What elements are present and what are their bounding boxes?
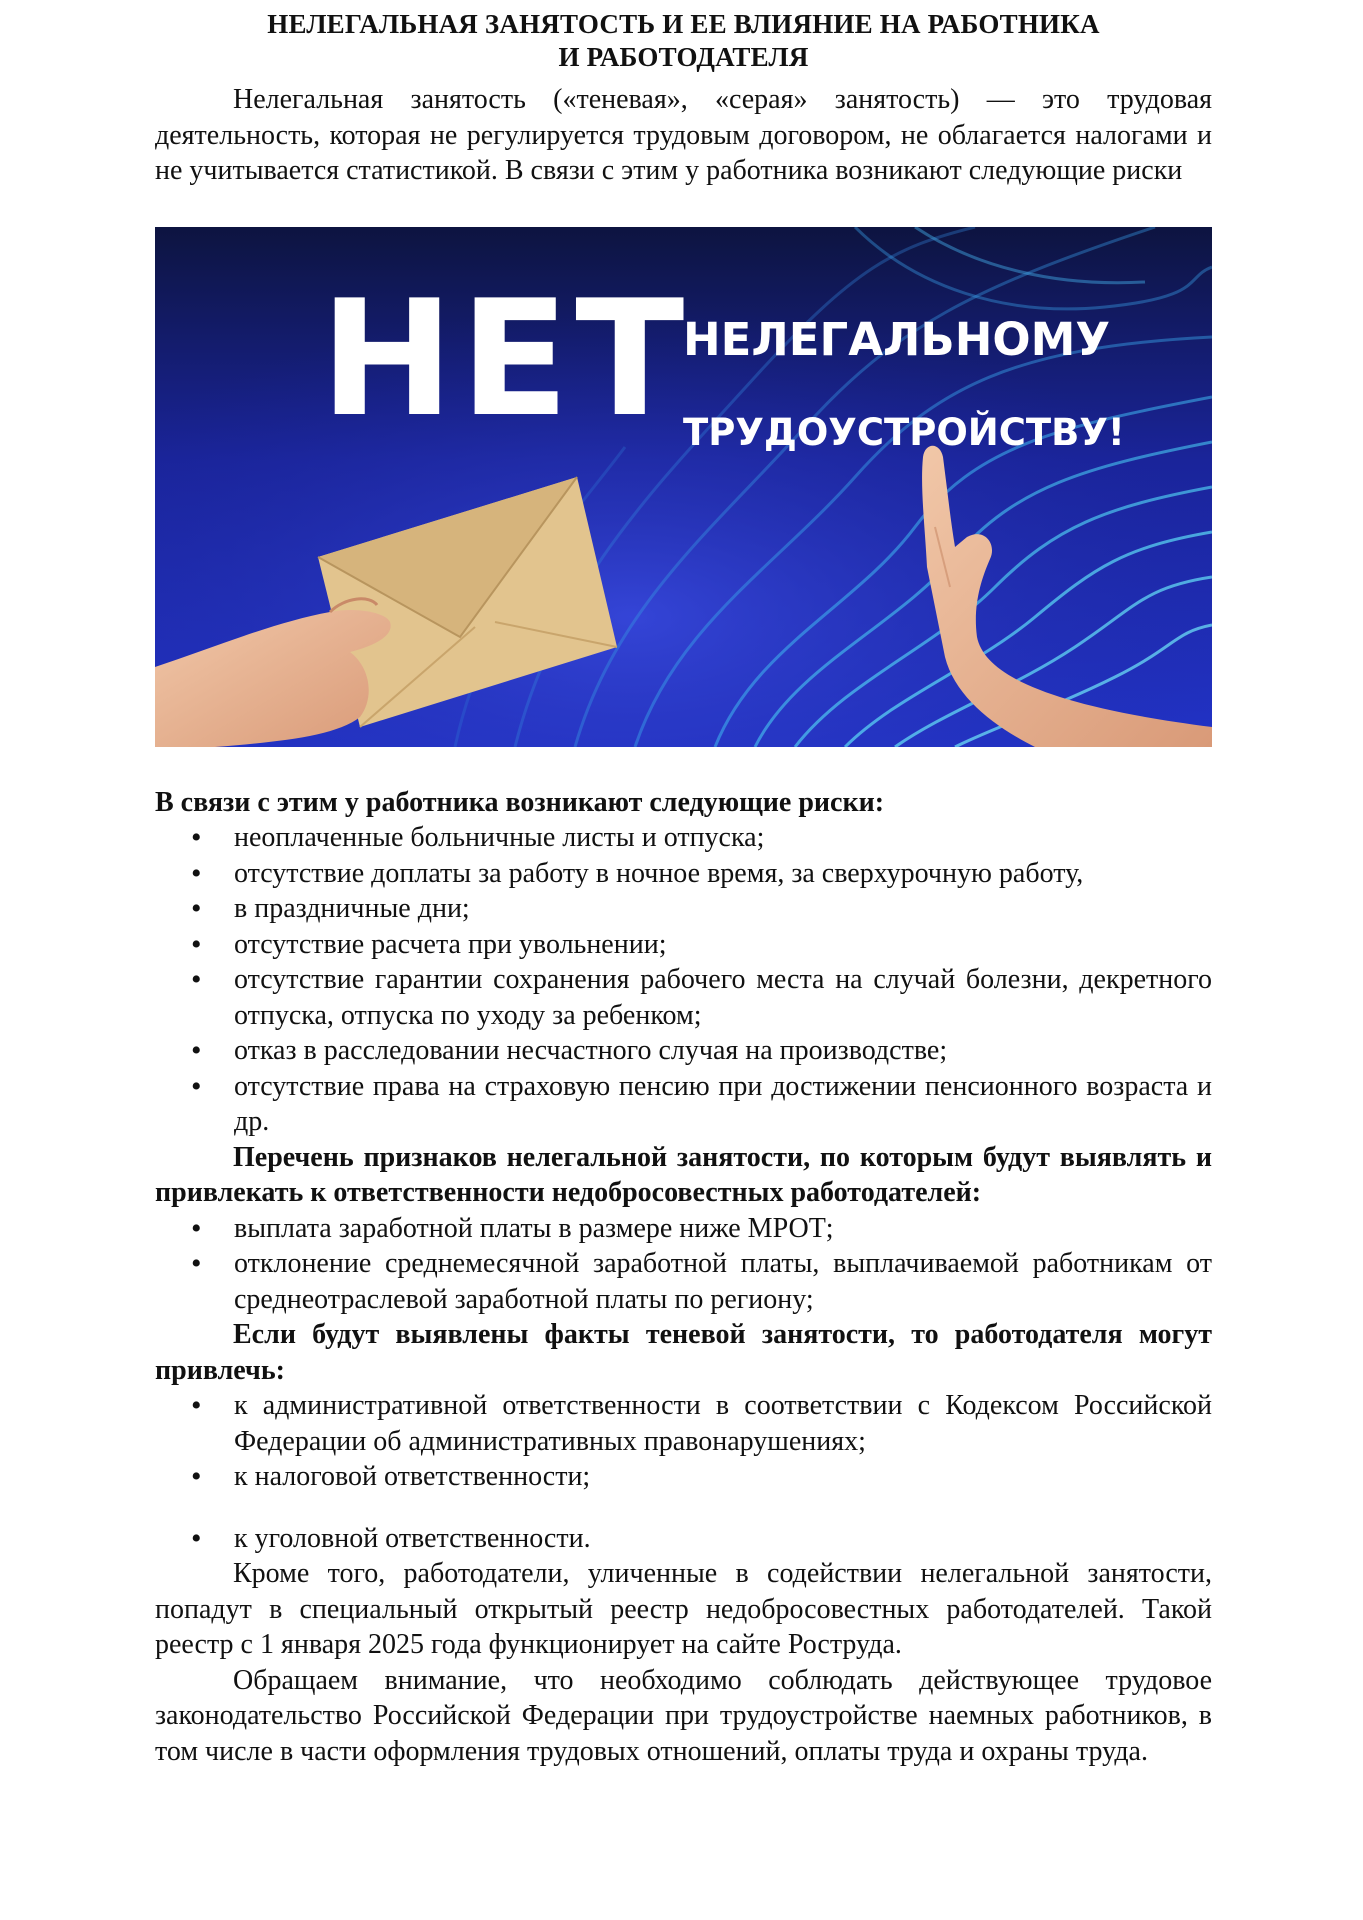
risks-heading: В связи с этим у работника возникают следующие риски: [155,786,885,818]
closing-paragraph: Обращаем внимание, что необходимо соблюдать действующее трудовое законодательство Российской Федерации при трудоустройстве наемных работников, в том числе в части оформления трудовых отношений, оплаты труда и охраны труда. [155,1664,1212,1767]
list-item: • отказ в расследовании несчастного случая на производстве; [155,1033,1212,1069]
list-item: • неоплаченные больничные листы и отпуска; [155,820,1212,856]
list-item: • отклонение среднемесячной заработной платы, выплачиваемой работникам от среднеотраслевой заработной платы по региону; [155,1246,1212,1317]
signs-heading: Перечень признаков нелегальной занятости, по которым будут выявлять и привлекать к ответственности недобросовестных работодателей: [155,1141,1212,1208]
signs-list [155,1211,1212,1318]
list-item: • выплата заработной платы в размере ниже МРОТ; [155,1211,1212,1247]
list-item: • отсутствие гарантии сохранения рабочего места на случай болезни, декретного отпуска, отпуска по уходу за ребенком; [155,962,1212,1033]
list-item: • к уголовной ответственности. [155,1521,1212,1557]
banner-image [155,227,1212,747]
liability-heading: Если будут выявлены факты теневой занятости, то работодателя могут привлечь: [155,1319,1212,1386]
list-item: • отсутствие расчета при увольнении; [155,927,1212,963]
banner-big-word: НЕТ [320,264,691,452]
list-item: • отсутствие доплаты за работу в ночное время, за сверхурочную работу, [155,856,1212,892]
title-line-2: И РАБОТОДАТЕЛЯ [558,42,809,72]
list-item: • в праздничные дни; [155,891,1212,927]
list-item: • отсутствие права на страховую пенсию при достижении пенсионного возраста и др. [155,1069,1212,1140]
title-line-1: НЕЛЕГАЛЬНАЯ ЗАНЯТОСТЬ И ЕЕ ВЛИЯНИЕ НА РАБОТНИКА [267,9,1100,39]
banner-line-2: ТРУДОУСТРОЙСТВУ! [683,410,1125,454]
risks-list [155,820,1212,1140]
registry-paragraph: Кроме того, работодатели, уличенные в содействии нелегальной занятости, попадут в специальный открытый реестр недобросовестных работодателей. Такой реестр с 1 января 2025 года функционирует на сайте Роструда. [155,1558,1212,1660]
document-page [155,0,1212,1769]
liability-list [155,1388,1212,1556]
banner-line-1: НЕЛЕГАЛЬНОМУ [683,312,1111,366]
list-item: • к налоговой ответственности; [155,1459,1212,1495]
document-title [155,8,1212,74]
list-item: • к административной ответственности в соответствии с Кодексом Российской Федерации об административных правонарушениях; [155,1388,1212,1459]
intro-paragraph: Нелегальная занятость («теневая», «серая» занятость) — это трудовая деятельность, которая не регулируется трудовым договором, не облагается налогами и не учитывается статистикой. В связи с этим у работника возникают следующие риски [155,84,1212,186]
